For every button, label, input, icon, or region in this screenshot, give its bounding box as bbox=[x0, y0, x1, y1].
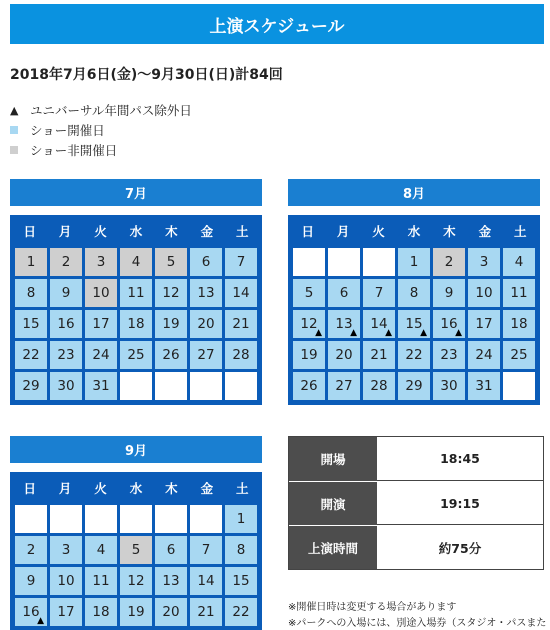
calendar-day bbox=[363, 341, 395, 369]
show-times-table bbox=[288, 436, 544, 570]
day-number: 4 bbox=[514, 254, 524, 270]
day-number: 10 bbox=[475, 285, 493, 301]
calendar-day bbox=[85, 310, 117, 338]
day-number: 21 bbox=[370, 347, 388, 363]
calendar-day bbox=[225, 341, 257, 369]
legend-label: ショー非開催日 bbox=[30, 143, 118, 158]
day-number: 6 bbox=[339, 285, 349, 301]
calendar-day bbox=[190, 598, 222, 626]
calendar-day bbox=[50, 536, 82, 564]
calendar-day bbox=[50, 567, 82, 595]
calendar-day bbox=[85, 598, 117, 626]
calendar-day bbox=[155, 598, 187, 626]
triangle-icon: ▲ bbox=[455, 328, 462, 338]
day-number: 19 bbox=[127, 604, 145, 620]
no-show-day-swatch-icon bbox=[10, 146, 18, 154]
day-number: 4 bbox=[96, 542, 106, 558]
day-number: 31 bbox=[92, 378, 110, 394]
day-number: 9 bbox=[444, 285, 454, 301]
day-number: 16 bbox=[440, 316, 458, 332]
calendar-day bbox=[190, 279, 222, 307]
calendar-day bbox=[398, 341, 430, 369]
notes bbox=[288, 600, 550, 630]
calendar-day bbox=[120, 598, 152, 626]
day-number: 13 bbox=[335, 316, 353, 332]
calendar-day bbox=[190, 536, 222, 564]
calendar-day bbox=[468, 372, 500, 400]
calendar-month-title: 7月 bbox=[10, 179, 262, 206]
info-value: 約75分 bbox=[377, 526, 543, 569]
calendar-day bbox=[503, 310, 535, 338]
calendar-empty-cell bbox=[293, 248, 325, 276]
calendar-day bbox=[225, 536, 257, 564]
calendar-day bbox=[15, 598, 47, 626]
day-number: 5 bbox=[304, 285, 314, 301]
calendar-day bbox=[398, 310, 430, 338]
calendar-days bbox=[12, 502, 260, 629]
page-title: 上演スケジュール bbox=[209, 16, 345, 37]
day-number: 25 bbox=[127, 347, 145, 363]
calendar-empty-cell bbox=[328, 248, 360, 276]
page-header bbox=[10, 4, 544, 44]
day-number: 22 bbox=[405, 347, 423, 363]
day-number: 6 bbox=[166, 542, 176, 558]
calendar-day bbox=[225, 279, 257, 307]
day-number: 14 bbox=[370, 316, 388, 332]
calendar-day bbox=[85, 341, 117, 369]
day-number: 17 bbox=[92, 316, 110, 332]
info-row-opening bbox=[289, 437, 543, 481]
day-number: 3 bbox=[479, 254, 489, 270]
calendar-day bbox=[468, 310, 500, 338]
info-row-duration bbox=[289, 525, 543, 569]
calendar-day bbox=[50, 248, 82, 276]
weekday-label: 月 bbox=[58, 224, 72, 239]
day-number: 19 bbox=[300, 347, 318, 363]
day-number: 26 bbox=[300, 378, 318, 394]
calendar-day bbox=[120, 567, 152, 595]
calendar-day bbox=[225, 598, 257, 626]
weekday-label: 月 bbox=[58, 481, 72, 496]
calendar-empty-cell bbox=[503, 372, 535, 400]
calendar-day bbox=[398, 279, 430, 307]
day-number: 27 bbox=[197, 347, 215, 363]
day-number: 23 bbox=[57, 347, 75, 363]
day-number: 18 bbox=[127, 316, 145, 332]
calendar-day bbox=[225, 567, 257, 595]
info-value: 19:15 bbox=[377, 482, 543, 525]
day-number: 7 bbox=[201, 542, 211, 558]
calendar-empty-cell bbox=[190, 372, 222, 400]
day-number: 1 bbox=[409, 254, 419, 270]
calendar-day bbox=[85, 372, 117, 400]
day-number: 14 bbox=[197, 573, 215, 589]
legend-label: ショー開催日 bbox=[30, 123, 105, 138]
weekday-label: 土 bbox=[236, 481, 249, 496]
calendar-day bbox=[363, 310, 395, 338]
day-number: 12 bbox=[300, 316, 318, 332]
calendar-august bbox=[288, 179, 540, 405]
info-label: 開場 bbox=[289, 437, 377, 481]
day-number: 18 bbox=[510, 316, 528, 332]
day-number: 2 bbox=[444, 254, 454, 270]
day-number: 29 bbox=[22, 378, 40, 394]
calendar-day bbox=[468, 279, 500, 307]
calendar-day bbox=[433, 248, 465, 276]
weekday-label: 水 bbox=[407, 224, 421, 239]
weekday-header bbox=[12, 217, 260, 245]
calendar-month-title: 8月 bbox=[288, 179, 540, 206]
info-value: 18:45 bbox=[377, 437, 543, 481]
calendar-day bbox=[155, 279, 187, 307]
calendar-day bbox=[15, 248, 47, 276]
calendar-day bbox=[503, 279, 535, 307]
day-number: 14 bbox=[232, 285, 250, 301]
calendar-day bbox=[155, 310, 187, 338]
calendar-empty-cell bbox=[85, 505, 117, 533]
calendar-day bbox=[225, 310, 257, 338]
day-number: 3 bbox=[96, 254, 106, 270]
day-number: 17 bbox=[475, 316, 493, 332]
day-number: 10 bbox=[92, 285, 110, 301]
calendar-day bbox=[503, 341, 535, 369]
calendar-day bbox=[15, 567, 47, 595]
day-number: 8 bbox=[409, 285, 419, 301]
calendar-september bbox=[10, 436, 262, 630]
calendar-day bbox=[15, 536, 47, 564]
calendar-day bbox=[225, 505, 257, 533]
calendar-day bbox=[503, 248, 535, 276]
calendar-empty-cell bbox=[50, 505, 82, 533]
calendar-day bbox=[85, 248, 117, 276]
day-number: 1 bbox=[26, 254, 36, 270]
triangle-icon: ▲ bbox=[10, 103, 19, 117]
day-number: 15 bbox=[22, 316, 40, 332]
weekday-label: 土 bbox=[236, 224, 249, 239]
calendar-day bbox=[50, 372, 82, 400]
calendar-day bbox=[433, 279, 465, 307]
calendar-empty-cell bbox=[225, 372, 257, 400]
info-label: 開演 bbox=[289, 482, 377, 525]
calendar-day bbox=[120, 536, 152, 564]
triangle-icon: ▲ bbox=[315, 328, 322, 338]
day-number: 9 bbox=[26, 573, 36, 589]
day-number: 26 bbox=[162, 347, 180, 363]
day-number: 9 bbox=[61, 285, 71, 301]
weekday-label: 土 bbox=[514, 224, 527, 239]
day-number: 24 bbox=[475, 347, 493, 363]
calendar-day bbox=[85, 536, 117, 564]
calendar-day bbox=[328, 310, 360, 338]
weekday-header bbox=[12, 474, 260, 502]
calendar-day bbox=[85, 567, 117, 595]
calendar-day bbox=[155, 536, 187, 564]
calendar-day bbox=[15, 279, 47, 307]
calendar-day bbox=[190, 341, 222, 369]
calendar-day bbox=[398, 248, 430, 276]
day-number: 13 bbox=[197, 285, 215, 301]
weekday-label: 木 bbox=[443, 224, 456, 239]
calendar-day bbox=[190, 310, 222, 338]
weekday-label: 火 bbox=[372, 224, 385, 239]
day-number: 22 bbox=[232, 604, 250, 620]
day-number: 28 bbox=[232, 347, 250, 363]
calendar-day bbox=[50, 279, 82, 307]
schedule-period: 2018年7月6日(金)～9月30日(日)計84回 bbox=[10, 67, 283, 83]
day-number: 5 bbox=[131, 542, 141, 558]
day-number: 8 bbox=[26, 285, 36, 301]
calendar-day bbox=[293, 279, 325, 307]
weekday-label: 水 bbox=[129, 481, 143, 496]
weekday-label: 金 bbox=[200, 481, 214, 496]
legend bbox=[10, 100, 192, 160]
day-number: 17 bbox=[57, 604, 75, 620]
triangle-icon: ▲ bbox=[350, 328, 357, 338]
calendar-empty-cell bbox=[120, 372, 152, 400]
day-number: 12 bbox=[127, 573, 145, 589]
day-number: 31 bbox=[475, 378, 493, 394]
day-number: 3 bbox=[61, 542, 71, 558]
day-number: 21 bbox=[232, 316, 250, 332]
legend-item-no-show-day bbox=[10, 140, 192, 160]
calendar-month-title: 9月 bbox=[10, 436, 262, 463]
day-number: 2 bbox=[61, 254, 71, 270]
day-number: 1 bbox=[236, 511, 246, 527]
weekday-label: 金 bbox=[478, 224, 492, 239]
weekday-label: 水 bbox=[129, 224, 143, 239]
day-number: 20 bbox=[335, 347, 353, 363]
day-number: 18 bbox=[92, 604, 110, 620]
weekday-label: 金 bbox=[200, 224, 214, 239]
weekday-label: 火 bbox=[94, 481, 107, 496]
calendar-day bbox=[468, 248, 500, 276]
note-line: ※パークへの入場には、別途入場券（スタジオ・パスまた bbox=[288, 618, 547, 629]
day-number: 24 bbox=[92, 347, 110, 363]
weekday-label: 日 bbox=[23, 481, 36, 496]
calendar-days bbox=[12, 245, 260, 403]
triangle-icon: ▲ bbox=[420, 328, 427, 338]
calendar-empty-cell bbox=[363, 248, 395, 276]
weekday-header bbox=[290, 217, 538, 245]
day-number: 7 bbox=[374, 285, 384, 301]
calendar-empty-cell bbox=[155, 505, 187, 533]
day-number: 28 bbox=[370, 378, 388, 394]
weekday-label: 木 bbox=[165, 224, 178, 239]
legend-item-show-day bbox=[10, 120, 192, 140]
day-number: 30 bbox=[440, 378, 458, 394]
weekday-label: 月 bbox=[336, 224, 350, 239]
weekday-label: 日 bbox=[301, 224, 314, 239]
calendar-day bbox=[50, 341, 82, 369]
day-number: 16 bbox=[57, 316, 75, 332]
day-number: 15 bbox=[232, 573, 250, 589]
triangle-icon: ▲ bbox=[37, 616, 44, 626]
calendar-day bbox=[293, 310, 325, 338]
day-number: 13 bbox=[162, 573, 180, 589]
calendar-day bbox=[50, 598, 82, 626]
day-number: 11 bbox=[510, 285, 528, 301]
calendar-days bbox=[290, 245, 538, 403]
legend-item-excluded bbox=[10, 100, 192, 120]
calendar-day bbox=[293, 341, 325, 369]
calendar-day bbox=[328, 279, 360, 307]
calendar-july bbox=[10, 179, 262, 405]
calendar-day bbox=[328, 341, 360, 369]
calendar-day bbox=[433, 310, 465, 338]
day-number: 10 bbox=[57, 573, 75, 589]
calendar-empty-cell bbox=[190, 505, 222, 533]
day-number: 25 bbox=[510, 347, 528, 363]
calendar-day bbox=[85, 279, 117, 307]
calendar-empty-cell bbox=[120, 505, 152, 533]
calendar-day bbox=[468, 341, 500, 369]
day-number: 19 bbox=[162, 316, 180, 332]
calendar-day bbox=[225, 248, 257, 276]
calendar-day bbox=[190, 567, 222, 595]
calendar-empty-cell bbox=[15, 505, 47, 533]
calendar-day bbox=[15, 372, 47, 400]
weekday-label: 木 bbox=[165, 481, 178, 496]
day-number: 27 bbox=[335, 378, 353, 394]
calendar-day bbox=[15, 310, 47, 338]
weekday-label: 火 bbox=[94, 224, 107, 239]
day-number: 15 bbox=[405, 316, 423, 332]
calendar-day bbox=[15, 341, 47, 369]
day-number: 8 bbox=[236, 542, 246, 558]
day-number: 22 bbox=[22, 347, 40, 363]
calendar-day bbox=[120, 279, 152, 307]
calendar-day bbox=[433, 372, 465, 400]
calendar-day bbox=[433, 341, 465, 369]
calendar-day bbox=[293, 372, 325, 400]
day-number: 23 bbox=[440, 347, 458, 363]
weekday-label: 日 bbox=[23, 224, 36, 239]
show-day-swatch-icon bbox=[10, 126, 18, 134]
day-number: 6 bbox=[201, 254, 211, 270]
calendar-day bbox=[398, 372, 430, 400]
day-number: 11 bbox=[92, 573, 110, 589]
day-number: 5 bbox=[166, 254, 176, 270]
info-row-start bbox=[289, 481, 543, 525]
day-number: 7 bbox=[236, 254, 246, 270]
calendar-day bbox=[328, 372, 360, 400]
day-number: 12 bbox=[162, 285, 180, 301]
calendar-day bbox=[363, 372, 395, 400]
calendar-day bbox=[190, 248, 222, 276]
calendar-day bbox=[120, 248, 152, 276]
day-number: 20 bbox=[197, 316, 215, 332]
calendar-day bbox=[155, 341, 187, 369]
day-number: 20 bbox=[162, 604, 180, 620]
calendar-day bbox=[155, 567, 187, 595]
calendar-day bbox=[50, 310, 82, 338]
info-label: 上演時間 bbox=[289, 526, 377, 569]
day-number: 30 bbox=[57, 378, 75, 394]
day-number: 21 bbox=[197, 604, 215, 620]
calendar-day bbox=[120, 341, 152, 369]
day-number: 11 bbox=[127, 285, 145, 301]
triangle-icon: ▲ bbox=[385, 328, 392, 338]
calendar-empty-cell bbox=[155, 372, 187, 400]
day-number: 16 bbox=[22, 604, 40, 620]
calendar-day bbox=[363, 279, 395, 307]
note-line: ※開催日時は変更する場合があります bbox=[288, 602, 457, 613]
calendar-day bbox=[155, 248, 187, 276]
legend-label: ユニバーサル年間パス除外日 bbox=[30, 103, 192, 118]
day-number: 2 bbox=[26, 542, 36, 558]
calendar-day bbox=[120, 310, 152, 338]
day-number: 29 bbox=[405, 378, 423, 394]
day-number: 4 bbox=[131, 254, 141, 270]
